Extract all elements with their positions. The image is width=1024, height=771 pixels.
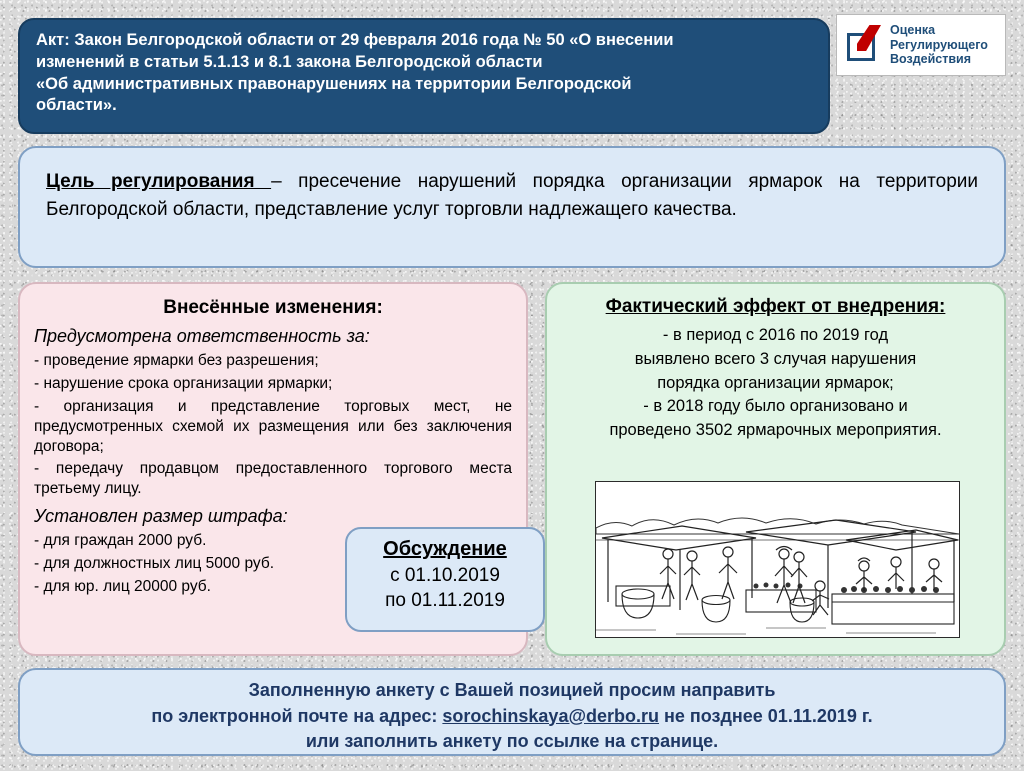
effect-title: Фактический эффект от внедрения: — [605, 296, 946, 317]
footer-line-1: Заполненную анкету с Вашей позицией просим направить — [248, 680, 776, 700]
list-item: - для должностных лиц 5000 руб. — [34, 555, 275, 572]
changes-subtitle: Предусмотрена ответственность за: — [34, 326, 370, 347]
act-line-4: области». — [36, 96, 117, 115]
list-item: - для граждан 2000 руб. — [34, 532, 207, 550]
list-item: - для юр. лиц 20000 руб. — [34, 577, 211, 595]
list-item: - проведение ярмарки без разрешения; — [34, 352, 319, 370]
effect-line: - в период с 2016 по 2019 год — [662, 326, 889, 345]
logo-line-1: Оценка — [890, 22, 936, 37]
logo-mark-icon — [845, 25, 883, 65]
fine-title: Установлен размер штрафа: — [34, 506, 288, 527]
act-line-2: изменений в статьи 5.1.13 и 8.1 закона Белгородской области — [36, 52, 543, 71]
purpose-title: Цель регулирования — [46, 171, 272, 192]
discussion-to: по 01.11.2019 — [385, 589, 505, 611]
purpose-box — [18, 146, 1006, 268]
email-link[interactable]: sorochinskaya@derbo.ru — [442, 705, 660, 726]
footer-line-3: или заполнить анкету по ссылке на странице. — [305, 731, 719, 752]
act-line-1: : Закон Белгородской области от 29 февраля 2016 года № 50 «О внесении — [64, 31, 674, 49]
changes-title: Внесённые изменения: — [163, 297, 383, 318]
logo-line-3: Воздействия — [890, 52, 972, 67]
act-label: Акт — [36, 31, 65, 49]
ora-logo — [836, 14, 1006, 76]
footer-line-2 — [30, 704, 994, 730]
effect-line: выявлено всего 3 случая нарушения — [634, 349, 917, 368]
act-header-box — [18, 18, 830, 134]
purpose-text: – пресечение нарушений порядка организации ярмарок на территории Белгородской области, представление услуг торговли надлежащего качества. — [46, 171, 979, 220]
logo-text — [890, 23, 988, 67]
list-item: - организация и представление торговых мест, не предусмотренных схемой их размещения или без заключения договора; — [34, 398, 512, 455]
discussion-title: Обсуждение — [383, 538, 507, 560]
footer-line-2-before: по электронной почте на адрес: — [151, 705, 443, 726]
effect-line: проведено 3502 ярмарочных мероприятия. — [609, 421, 942, 440]
effect-line: - в 2018 году было организовано и — [643, 397, 908, 416]
list-item: - нарушение срока организации ярмарки; — [34, 375, 333, 393]
discussion-from: с 01.10.2019 — [390, 565, 500, 586]
footer-line-2-after: не позднее 01.11.2019 г. — [659, 705, 873, 726]
market-illustration — [595, 481, 960, 638]
footer-box — [18, 668, 1006, 756]
changes-list — [34, 351, 512, 499]
effect-line: порядка организации ярмарок; — [657, 373, 894, 392]
act-line-3: «Об административных правонарушениях на территории Белгородской — [36, 74, 632, 93]
logo-line-2: Регулирующего — [890, 37, 988, 52]
list-item: - передачу продавцом предоставленного торгового места третьему лицу. — [34, 460, 512, 498]
discussion-box — [345, 527, 545, 632]
